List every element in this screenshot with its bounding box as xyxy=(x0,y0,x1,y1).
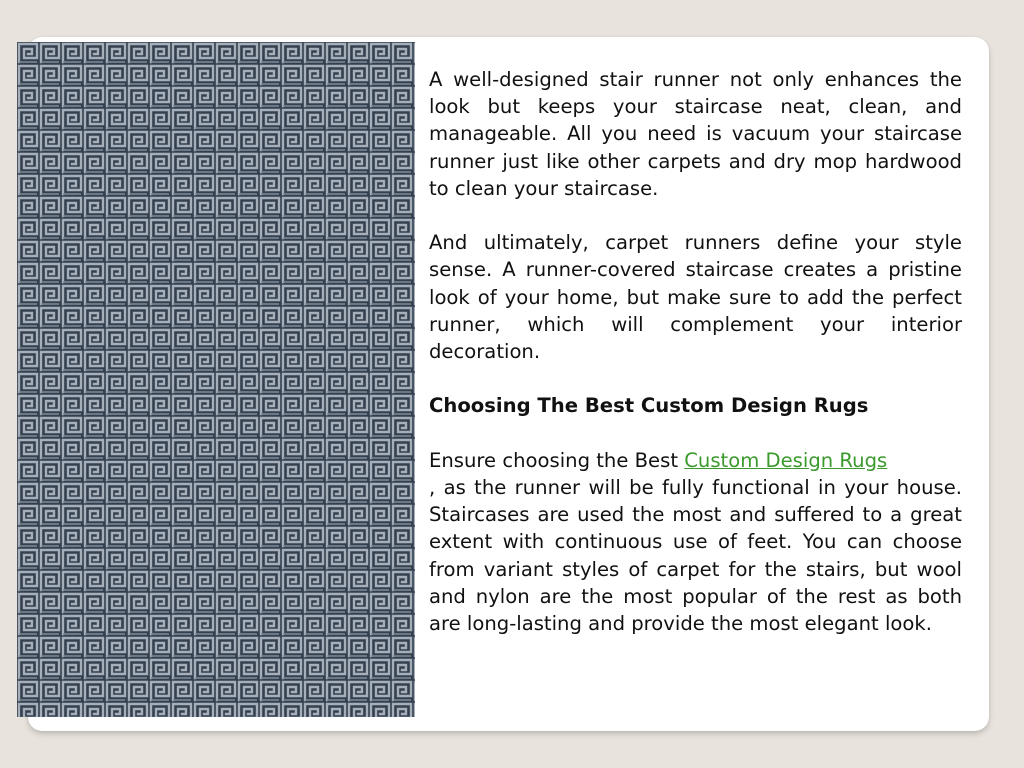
greek-key-pattern xyxy=(17,42,415,717)
section-heading: Choosing The Best Custom Design Rugs xyxy=(429,394,869,418)
text-content xyxy=(429,66,962,664)
paragraph-style: And ultimately, carpet runners define your style sense. A runner-covered staircase creates a pristine look of your home, but make sure to add the perfect runner, which will complement your interior decoration. xyxy=(429,231,962,364)
rug-image xyxy=(17,42,415,717)
custom-design-rugs-link[interactable]: Custom Design Rugs xyxy=(684,448,888,472)
paragraph-rest: , as the runner will be fully functional in your house. Staircases are used the most and suffered to a great extent with continuous use of feet. You can choose from variant styles of carpet for the stairs, but wool and nylon are the most popular of the rest as both are long-lasting and provide the most elegant look. xyxy=(429,476,962,636)
paragraph-intro: A well-designed stair runner not only enhances the look but keeps your staircase neat, clean, and manageable. All you need is vacuum your staircase runner just like other carpets and dry mop hardwood to clean your staircase. xyxy=(429,68,962,200)
paragraph-lead: Ensure choosing the Best xyxy=(429,448,685,472)
paragraph-custom-rugs xyxy=(429,447,962,637)
